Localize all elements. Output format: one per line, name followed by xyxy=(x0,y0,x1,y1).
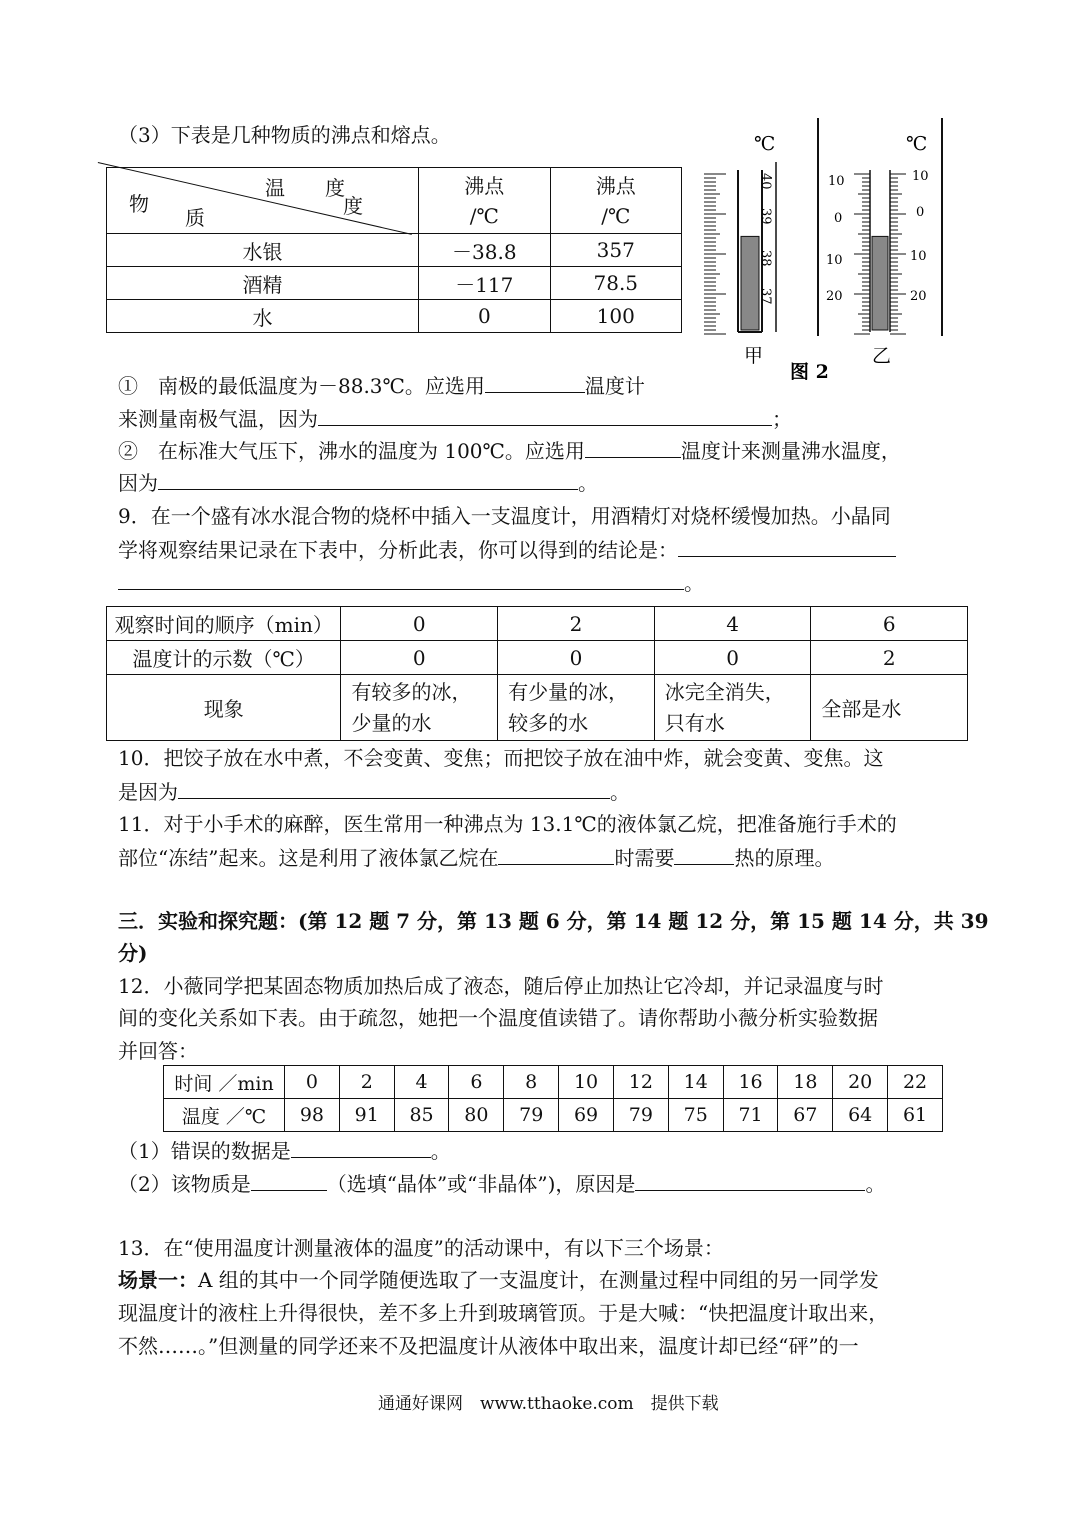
row-value-1: －117 xyxy=(419,267,550,300)
table-cell: 80 xyxy=(449,1099,504,1132)
phenomenon-line: 较多的水 xyxy=(508,710,589,735)
answer-blank[interactable] xyxy=(678,536,896,557)
q12-1-text: （1）错误的数据是 xyxy=(118,1139,291,1163)
b-right-tick-label: 0 xyxy=(916,205,925,220)
q9-line1: 9．在一个盛有冰水混合物的烧杯中插入一支温度计，用酒精灯对烧杯缓慢加热。小晶同 xyxy=(118,504,891,528)
q8-2-line1 xyxy=(118,437,901,464)
answer-blank[interactable] xyxy=(251,1170,327,1191)
answer-blank[interactable] xyxy=(485,372,585,393)
row-value-1: －38.8 xyxy=(419,234,550,267)
table-cell: 0 xyxy=(285,1066,340,1099)
row-label: 现象 xyxy=(107,675,341,741)
row-substance: 水银 xyxy=(107,234,419,267)
q8-1-text-d: ； xyxy=(772,407,792,431)
q9-text: 学将观察结果记录在下表中，分析此表，你可以得到的结论是： xyxy=(118,538,678,562)
q11-text-b: 时需要 xyxy=(614,846,675,870)
figure-caption: 图 2 xyxy=(790,361,829,380)
cooling-data-table xyxy=(163,1065,943,1132)
answer-blank[interactable] xyxy=(498,844,614,865)
table-cell: 22 xyxy=(888,1066,943,1099)
thermometer-a-ticks xyxy=(704,174,726,334)
row-value-1: 0 xyxy=(419,300,550,333)
answer-blank[interactable] xyxy=(158,469,578,490)
q10-line1: 10．把饺子放在水中煮，不会变黄、变焦；而把饺子放在油中炸，就会变黄、变焦。这 xyxy=(118,746,884,770)
q10-line2 xyxy=(118,778,630,805)
phenomenon-line: 有少量的冰， xyxy=(508,679,629,704)
scene-label: 场景一： xyxy=(118,1268,198,1292)
thermometer-b-label: 乙 xyxy=(872,345,892,367)
q9-line3 xyxy=(118,569,704,596)
table-cell: 4 xyxy=(654,607,811,641)
q12-1-end: 。 xyxy=(430,1139,451,1163)
q8-1-text-c: 来测量南极气温，因为 xyxy=(118,407,318,431)
table-cell: 14 xyxy=(668,1066,723,1099)
answer-blank[interactable] xyxy=(178,778,610,799)
q12-2-text-b: （选填“晶体”或“非晶体”)，原因是 xyxy=(326,1172,636,1196)
phenomenon-line: 只有水 xyxy=(664,710,725,735)
table-cell: 10 xyxy=(559,1066,614,1099)
boiling-point-table xyxy=(106,167,682,333)
table-cell: 16 xyxy=(723,1066,778,1099)
q13-text: A 组的其中一个同学随便选取了一支温度计，在测量过程中同组的另一同学发 xyxy=(198,1268,879,1292)
q11-text-a: 部位“冻结”起来。这是利用了液体氯乙烷在 xyxy=(118,846,499,870)
table-cell: 85 xyxy=(394,1099,449,1132)
q8-1-text-b: 温度计 xyxy=(584,374,645,398)
q9-line2 xyxy=(118,536,896,563)
table-cell: 98 xyxy=(285,1099,340,1132)
q10-end: 。 xyxy=(610,780,630,804)
thermometer-a-label: 甲 xyxy=(744,345,764,367)
phenomenon-line: 全部是水 xyxy=(821,697,902,721)
q8-2-line2 xyxy=(118,469,598,496)
table-cell: 61 xyxy=(888,1099,943,1132)
q8-1-line2 xyxy=(118,405,792,432)
table-cell: 2 xyxy=(339,1066,394,1099)
table-cell xyxy=(654,675,811,741)
col1-unit: /℃ xyxy=(469,203,499,228)
answer-blank[interactable] xyxy=(674,844,734,865)
b-right-tick-label: 20 xyxy=(910,289,927,304)
table-cell: 91 xyxy=(339,1099,394,1132)
table-cell xyxy=(811,675,968,741)
b-left-tick-label: 0 xyxy=(834,211,843,226)
q12-line2: 间的变化关系如下表。由于疏忽，她把一个温度值读错了。请你帮助小薇分析实验数据 xyxy=(118,1006,878,1030)
q12-2-end: 。 xyxy=(865,1172,886,1196)
table-header-col1 xyxy=(419,168,550,234)
phenomenon-line: 有较多的冰， xyxy=(351,679,472,704)
row-label: 温度 ／℃ xyxy=(164,1099,285,1132)
table-row xyxy=(164,1099,943,1132)
row-value-2: 357 xyxy=(550,234,681,267)
thermometer-figure xyxy=(690,110,960,380)
table-header-col2 xyxy=(550,168,681,234)
a-tick-label: 38 xyxy=(758,250,773,267)
table-cell: 18 xyxy=(778,1066,833,1099)
answer-blank[interactable] xyxy=(585,437,681,458)
a-tick-label: 40 xyxy=(758,173,773,190)
unit-a-label: ℃ xyxy=(754,133,776,155)
q8-2-text-a: ② 在标准大气压下，沸水的温度为 100℃。应选用 xyxy=(118,439,585,463)
q12-2-text-a: （2）该物质是 xyxy=(118,1172,251,1196)
table-cell: 12 xyxy=(613,1066,668,1099)
table-cell: 20 xyxy=(833,1066,888,1099)
q8-1-line1 xyxy=(118,372,645,399)
observation-table xyxy=(106,606,968,741)
table-cell: 8 xyxy=(504,1066,559,1099)
table-cell: 0 xyxy=(341,641,498,675)
table-cell: 0 xyxy=(341,607,498,641)
answer-blank[interactable] xyxy=(318,405,772,426)
thermometer-b xyxy=(818,118,942,367)
table-cell: 75 xyxy=(668,1099,723,1132)
row-label: 观察时间的顺序（min） xyxy=(107,607,341,641)
q8-1-text-a: ① 南极的最低温度为－88.3℃。应选用 xyxy=(118,374,485,398)
table-row xyxy=(107,234,682,267)
row-label: 时间 ／min xyxy=(164,1066,285,1099)
table-cell xyxy=(498,675,655,741)
table-cell: 0 xyxy=(654,641,811,675)
table-row xyxy=(107,641,968,675)
col2-unit: /℃ xyxy=(601,203,631,228)
q8-2-text-d: 。 xyxy=(578,471,598,495)
table-row xyxy=(107,675,968,741)
thermometer-a-liquid xyxy=(741,236,759,330)
table-cell: 2 xyxy=(498,607,655,641)
corner-bottom-label: 质 xyxy=(185,206,205,230)
b-right-tick-label: 10 xyxy=(912,169,929,184)
table-cell: 2 xyxy=(811,641,968,675)
answer-blank[interactable] xyxy=(635,1170,865,1191)
table-cell xyxy=(341,675,498,741)
corner-top-label: 温 度 xyxy=(265,176,345,200)
q13-line2 xyxy=(118,1267,879,1293)
table-cell: 4 xyxy=(394,1066,449,1099)
table-row xyxy=(107,607,968,641)
unit-b-label: ℃ xyxy=(906,133,928,155)
table-cell: 69 xyxy=(559,1099,614,1132)
table-cell: 71 xyxy=(723,1099,778,1132)
q8-intro: （3）下表是几种物质的沸点和熔点。 xyxy=(118,123,451,147)
answer-blank[interactable] xyxy=(291,1137,431,1158)
row-value-2: 78.5 xyxy=(550,267,681,300)
col1-title: 沸点 xyxy=(464,173,505,198)
b-right-tick-label: 10 xyxy=(910,249,927,264)
q8-2-text-b: 温度计来测量沸水温度， xyxy=(680,439,901,463)
q12-line1: 12．小薇同学把某固态物质加热后成了液态，随后停止加热让它冷却，并记录温度与时 xyxy=(118,974,884,998)
table-cell: 64 xyxy=(833,1099,888,1132)
q11-line2 xyxy=(118,844,834,871)
q10-text: 是因为 xyxy=(118,780,178,804)
col2-title: 沸点 xyxy=(595,173,636,198)
b-left-tick-label: 10 xyxy=(828,174,845,189)
q11-line1: 11．对于小手术的麻醉，医生常用一种沸点为 13.1℃的液体氯乙烷，把准备施行手术的 xyxy=(118,812,897,836)
answer-blank[interactable] xyxy=(118,569,684,590)
q11-text-c: 热的原理。 xyxy=(734,846,835,870)
b-left-tick-label: 10 xyxy=(826,253,843,268)
q9-end: 。 xyxy=(684,571,704,595)
table-cell: 0 xyxy=(498,641,655,675)
corner-right-label: 度 xyxy=(343,194,363,218)
table-cell: 6 xyxy=(811,607,968,641)
a-tick-label: 37 xyxy=(758,288,773,305)
table-row xyxy=(107,300,682,333)
corner-left-label: 物 xyxy=(129,192,149,216)
section3-heading-line1: 三．实验和探究题：(第 12 题 7 分，第 13 题 6 分，第 14 题 12 分，第 15 题 14 分，共 39 xyxy=(118,909,989,933)
thermometer-b-liquid xyxy=(872,236,888,330)
thermometer-a xyxy=(704,133,776,367)
q13-line4: 不然……。”但测量的同学还来不及把温度计从液体中取出来，温度计却已经“砰”的一 xyxy=(118,1334,859,1358)
row-substance: 水 xyxy=(107,300,419,333)
q12-1-line xyxy=(118,1137,451,1164)
table-cell: 67 xyxy=(778,1099,833,1132)
q13-line1: 13．在“使用温度计测量液体的温度”的活动课中，有以下三个场景： xyxy=(118,1236,724,1260)
table-cell: 6 xyxy=(449,1066,504,1099)
b-left-tick-label: 20 xyxy=(826,289,843,304)
q12-2-line xyxy=(118,1170,885,1197)
phenomenon-line: 少量的水 xyxy=(351,710,432,735)
table-row xyxy=(107,267,682,300)
row-label: 温度计的示数（℃） xyxy=(107,641,341,675)
phenomenon-line: 冰完全消失， xyxy=(664,679,785,704)
q8-2-text-c: 因为 xyxy=(118,471,158,495)
table-cell: 79 xyxy=(613,1099,668,1132)
q12-line3: 并回答： xyxy=(118,1039,198,1063)
row-substance: 酒精 xyxy=(107,267,419,300)
row-value-2: 100 xyxy=(550,300,681,333)
table-cell: 79 xyxy=(504,1099,559,1132)
q13-line3: 现温度计的液柱上升得很快，差不多上升到玻璃管顶。于是大喊：“快把温度计取出来， xyxy=(118,1301,889,1325)
table-row xyxy=(164,1066,943,1099)
page-footer: 通通好课网 www.tthaoke.com 提供下载 xyxy=(378,1394,719,1414)
a-tick-label: 39 xyxy=(758,208,773,225)
section3-heading-line2: 分) xyxy=(118,941,148,965)
